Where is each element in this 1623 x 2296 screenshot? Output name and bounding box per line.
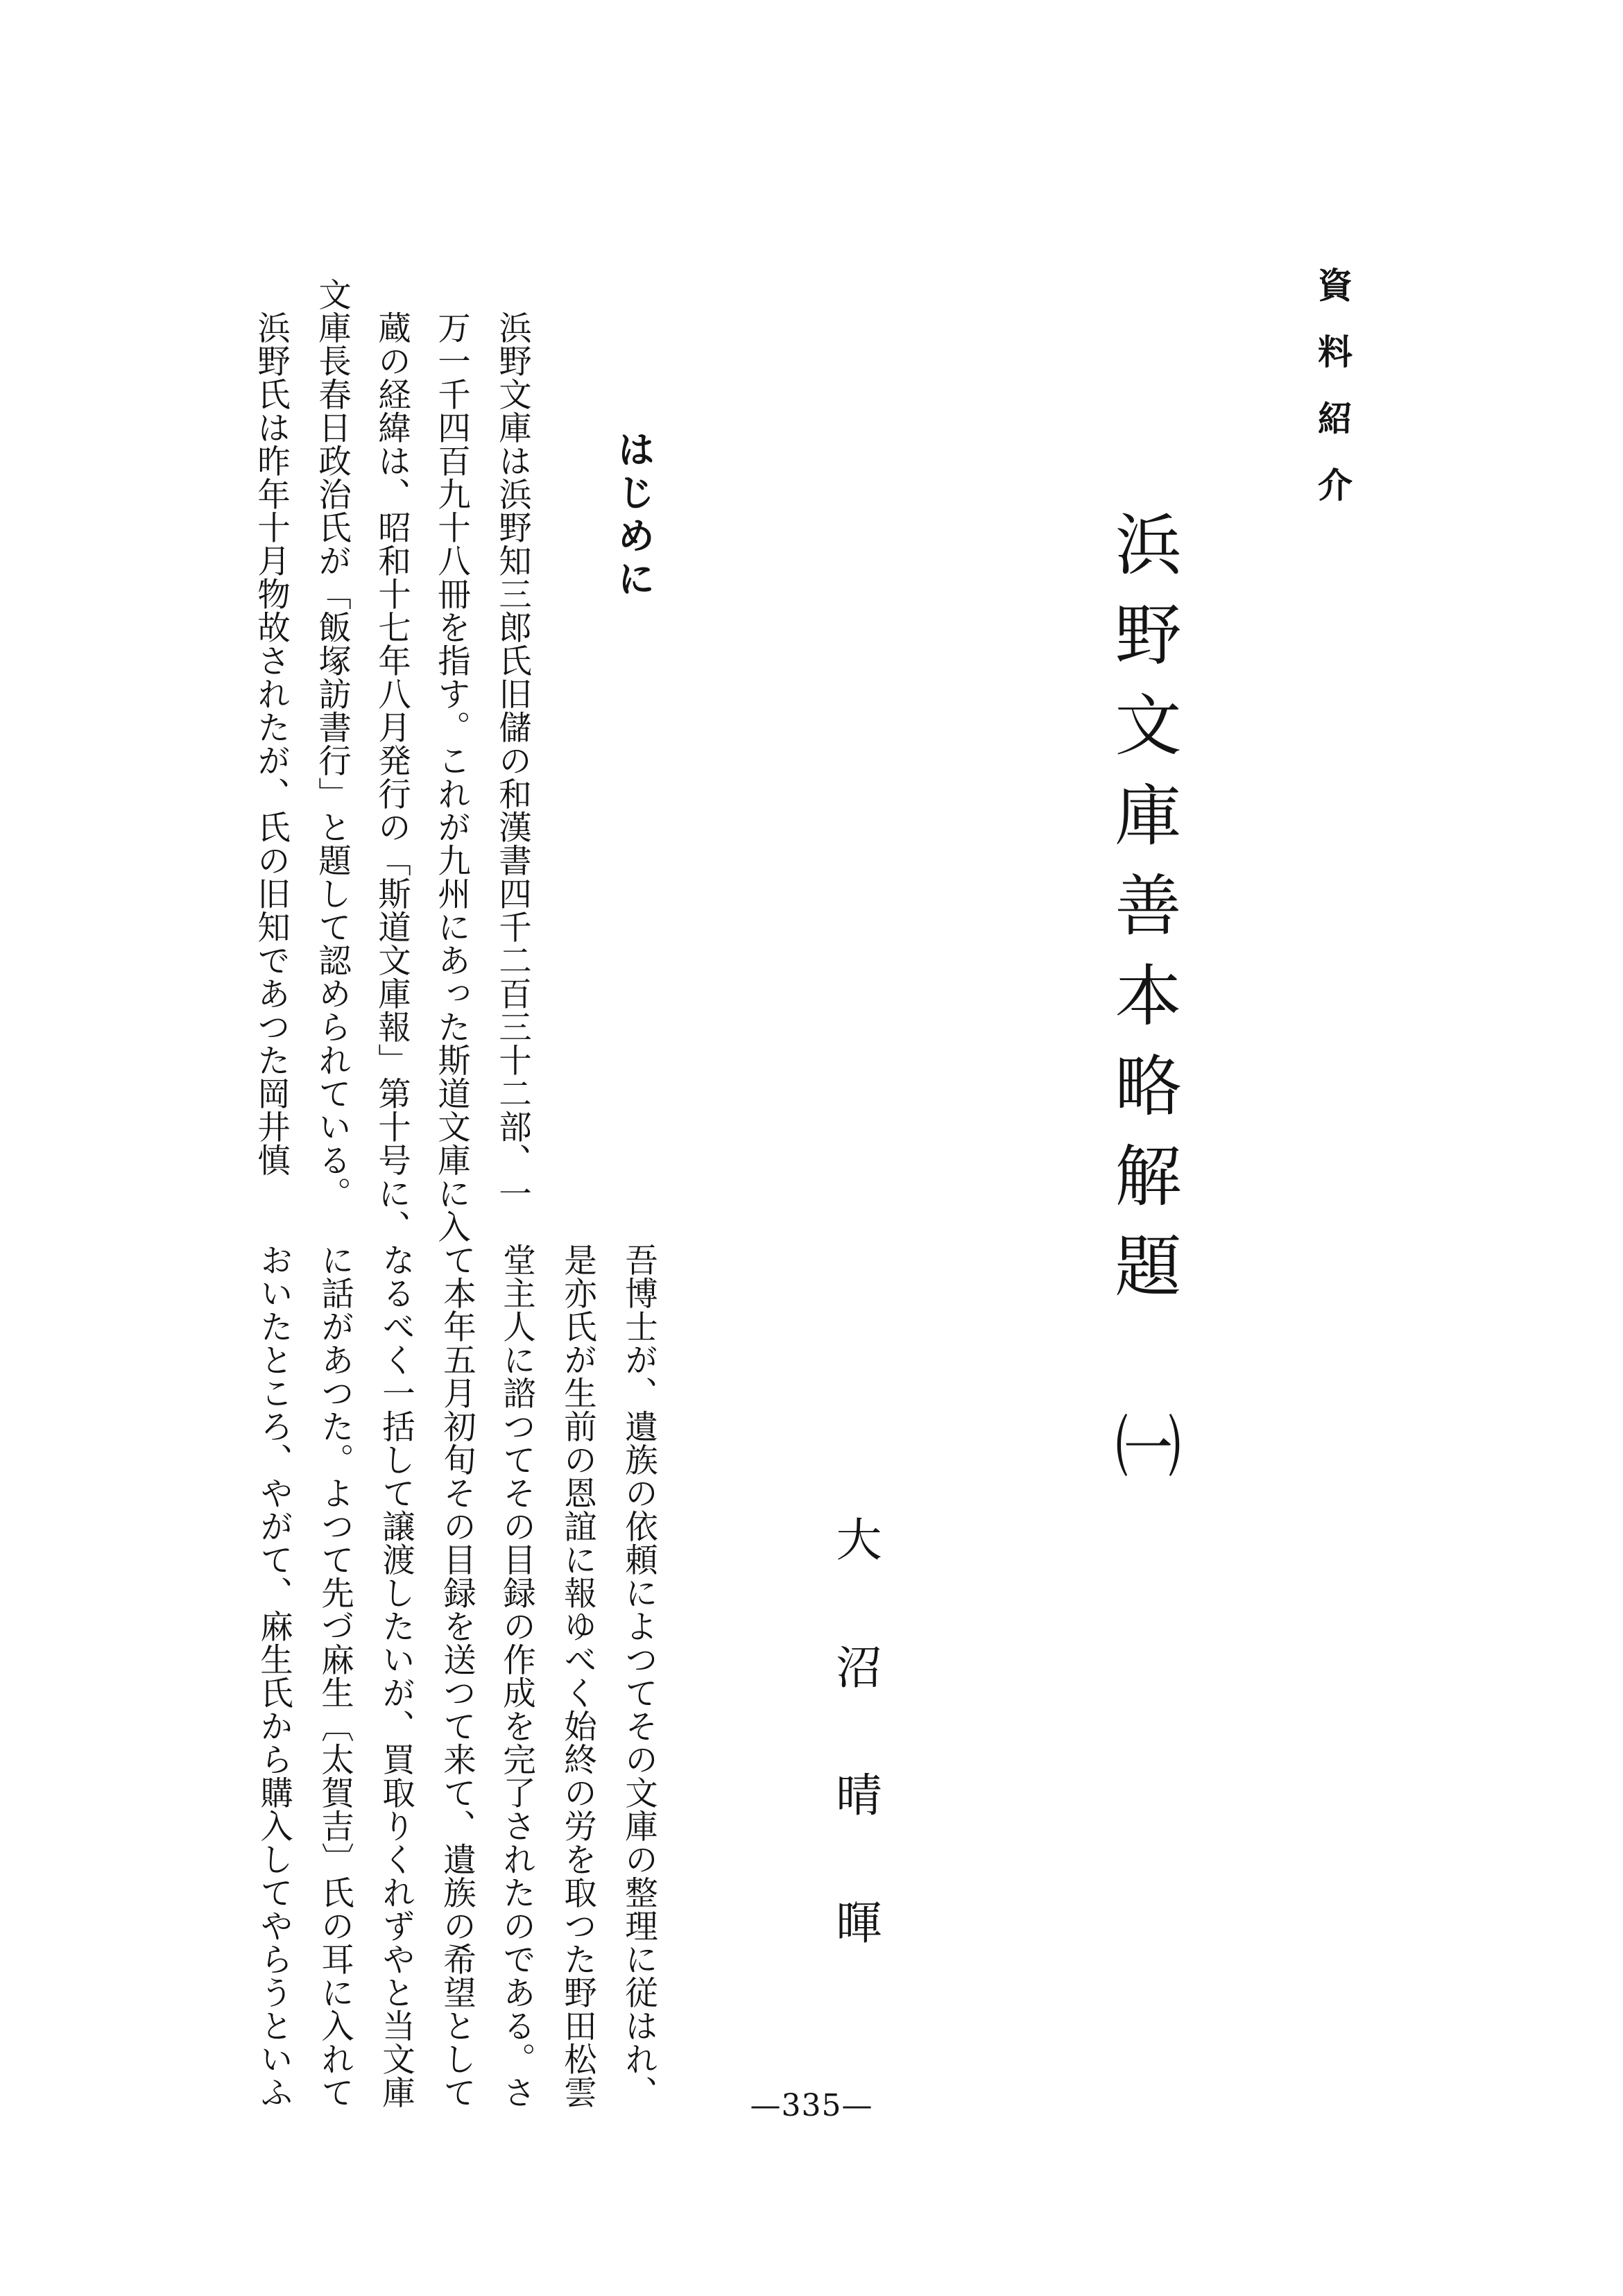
body-line: 蔵の経緯は、昭和十七年八月発行の「斯道文庫報」第十号に、 <box>372 311 411 1243</box>
section-label: 資料紹介 <box>1312 267 1352 533</box>
article-title: 浜野文庫善本略解題 ㈠ <box>1104 510 1182 1502</box>
body-line: 文庫長春日政治氏が「飯塚訪書行」と題して認められている。 <box>312 277 351 1210</box>
body-line: 万一千四百九十八冊を指す。これが九州にあった斯道文庫に入 <box>431 311 470 1243</box>
body-line: おいたところ、やがて、麻生氏から購入してやらうといふ <box>254 1243 293 2109</box>
body-line: 浜野文庫は浜野知三郎氏旧儲の和漢書四千二百三十二部、一 <box>492 311 531 1210</box>
body-line: 吾博士が、遺族の依頼によつてその文庫の整理に従はれ、 <box>619 1243 658 2109</box>
body-line: に話があつた。よつて先づ麻生〔太賀吉〕氏の耳に入れて <box>315 1243 354 2109</box>
body-line: 是亦氏が生前の恩誼に報ゆべく始終の労を取つた野田松雲 <box>558 1243 596 2109</box>
section-heading: はじめに <box>612 430 656 602</box>
author-name: 大沼晴暉 <box>828 1516 882 2026</box>
body-line: なるべく一括して譲渡したいが、買取りくれずやと当文庫 <box>376 1243 415 2109</box>
body-line: て本年五月初旬その目録を送つて来て、遺族の希望として <box>437 1243 476 2109</box>
body-line: 堂主人に諮つてその目録の作成を完了されたのである。さ <box>497 1243 535 2109</box>
body-line: 浜野氏は昨年十月物故されたが、氏の旧知であつた岡井慎 <box>251 311 290 1176</box>
page-number: —335— <box>750 2088 873 2123</box>
